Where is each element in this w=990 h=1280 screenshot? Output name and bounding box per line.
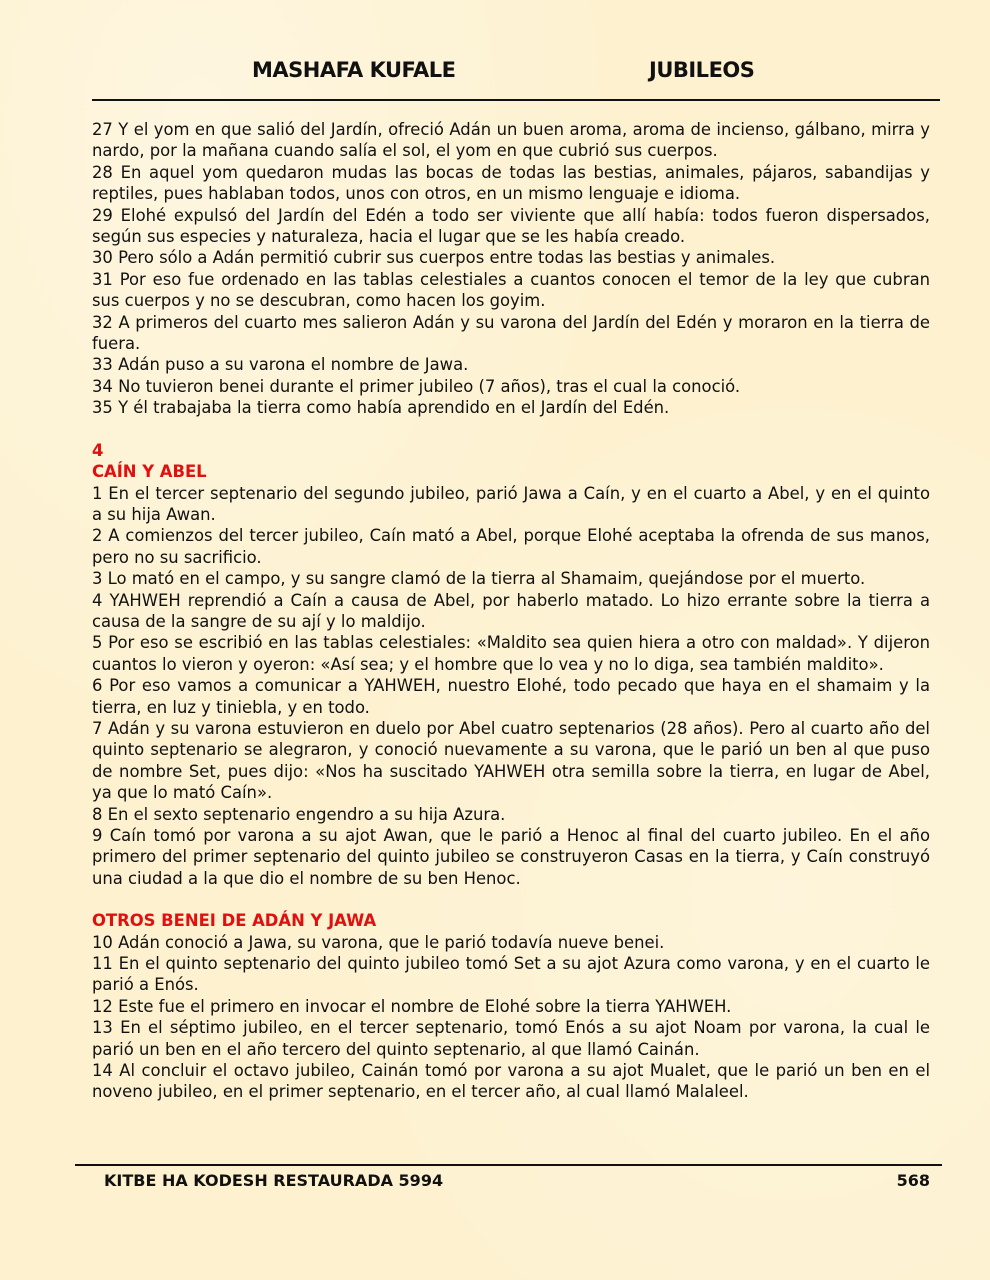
verse: 14 Al concluir el octavo jubileo, Cainán tomó por varona a su ajot Mualet, que le parió un ben en el noveno jubileo, en el primer septenario, en el tercer año, al cual llamó Malaleel.: [92, 1061, 930, 1102]
verse: 1 En el tercer septenario del segundo jubileo, parió Jawa a Caín, y en el cuarto a Abel, y en el quinto a su hija Awan.: [92, 483, 930, 524]
verse: 33 Adán puso a su varona el nombre de Jawa.: [92, 355, 469, 375]
verse: 8 En el sexto septenario engendro a su hija Azura.: [92, 804, 506, 824]
verse: 9 Caín tomó por varona a su ajot Awan, que le parió a Henoc al final del cuarto jubileo. En el año primero del primer septenario del quinto jubileo se construyeron Casas en la tierra, y Caín construyó una ciudad a la que dio el nombre de su ben Henoc.: [92, 826, 930, 888]
section-title: OTROS BENEI DE ADÁN Y JAWA: [92, 911, 377, 931]
footer-rule: [75, 1164, 942, 1166]
verse: 27 Y el yom en que salió del Jardín, ofreció Adán un buen aroma, aroma de incienso, gálbano, mirra y nardo, por la mañana cuando salía el sol, el yom en que cubrió sus cuerpos.: [92, 120, 930, 161]
verse: 32 A primeros del cuarto mes salieron Adán y su varona del Jardín del Edén y moraron en la tierra de fuera.: [92, 312, 930, 354]
verse: 10 Adán conoció a Jawa, su varona, que le parió todavía nueve benei.: [92, 932, 665, 952]
verse: 4 YAHWEH reprendió a Caín a causa de Abel, por haberlo matado. Lo hizo errante sobre la tierra a causa de la sangre de su ají y lo maldijo.: [92, 590, 930, 631]
verse: 3 Lo mató en el campo, y su sangre clamó de la tierra al Shamaim, quejándose por el muerto.: [92, 569, 866, 589]
footer-title: KITBE HA KODESH RESTAURADA 5994: [104, 1171, 444, 1190]
verse: 30 Pero sólo a Adán permitió cubrir sus cuerpos entre todas las bestias y animales.: [92, 248, 776, 268]
verse: 28 En aquel yom quedaron mudas las bocas de todas las bestias, animales, pájaros, sabandijas y reptiles, pues hablaban todos, unos con otros, en un mismo lenguaje e idioma.: [92, 162, 930, 204]
chapter-number: 4: [92, 440, 104, 460]
page-number: 568: [896, 1171, 930, 1190]
page-footer: [104, 1171, 930, 1190]
verse: 31 Por eso fue ordenado en las tablas celestiales a cuantos conocen el temor de la ley que cubran sus cuerpos y no se descubran, como hacen los goyim.: [92, 269, 930, 311]
verse: 5 Por eso se escribió en las tablas celestiales: «Maldito sea quien hiera a otro con maldad». Y dijeron cuantos lo vieron y oyeron: «Así sea; y el hombre que lo vea y no lo diga, sea también maldito».: [92, 633, 930, 674]
verse: 6 Por eso vamos a comunicar a YAHWEH, nuestro Elohé, todo pecado que haya en el shamaim y la tierra, en luz y tiniebla, y en todo.: [92, 676, 930, 717]
header-rule: [92, 99, 940, 101]
header-book-name: JUBILEOS: [649, 58, 755, 82]
page-body: [92, 119, 930, 1103]
verse: 34 No tuvieron benei durante el primer jubileo (7 años), tras el cual la conoció.: [92, 376, 741, 396]
header-book-title: MASHAFA KUFALE: [252, 58, 456, 82]
page-header: [92, 58, 940, 98]
verse: 7 Adán y su varona estuvieron en duelo por Abel cuatro septenarios (28 años). Pero al cuarto año del quinto septenario se alegraron, y conoció nuevamente a su varona, que le parió un ben al que puso de nombre Set, pues dijo: «Nos ha suscitado YAHWEH otra semilla sobre la tierra, en lugar de Abel, ya que lo mató Caín».: [92, 718, 930, 803]
verse: 12 Este fue el primero en invocar el nombre de Elohé sobre la tierra YAHWEH.: [92, 996, 732, 1016]
verse: 11 En el quinto septenario del quinto jubileo tomó Set a su ajot Azura como varona, y en el cuarto le parió a Enós.: [92, 954, 930, 995]
verse: 35 Y él trabajaba la tierra como había aprendido en el Jardín del Edén.: [92, 398, 670, 418]
verse: 13 En el séptimo jubileo, en el tercer septenario, tomó Enós a su ajot Noam por varona, la cual le parió un ben en el año tercero del quinto septenario, al que llamó Cainán.: [92, 1018, 930, 1059]
verse: 2 A comienzos del tercer jubileo, Caín mató a Abel, porque Elohé aceptaba la ofrenda de sus manos, pero no su sacrificio.: [92, 526, 930, 567]
verse: 29 Elohé expulsó del Jardín del Edén a todo ser viviente que allí había: todos fueron dispersados, según sus especies y naturaleza, hacia el lugar que se les había creado.: [92, 205, 930, 247]
chapter-title: CAÍN Y ABEL: [92, 462, 207, 482]
